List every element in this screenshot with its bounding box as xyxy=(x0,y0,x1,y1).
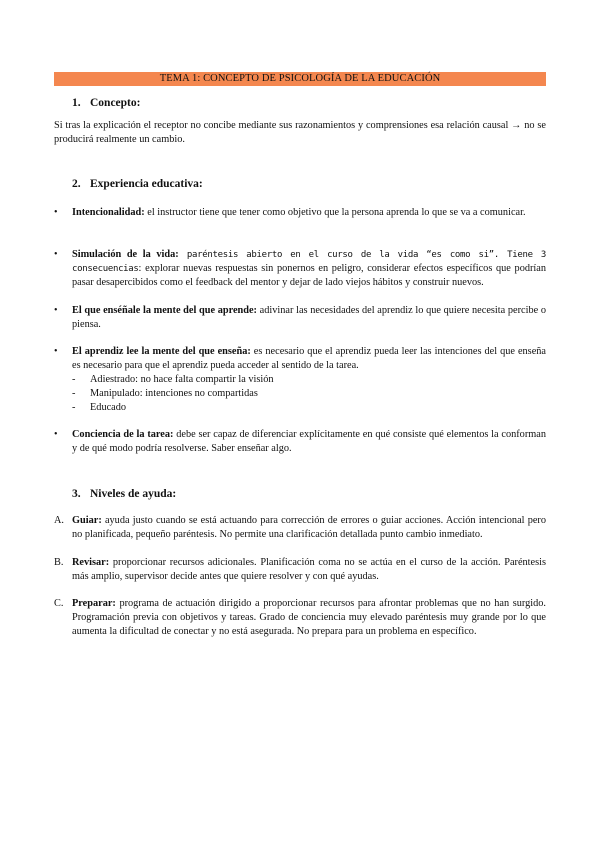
section-1-title: Concepto: xyxy=(90,97,141,109)
item-term: Revisar: xyxy=(72,557,110,568)
bullet: • xyxy=(54,305,58,316)
lettered-item xyxy=(54,597,546,639)
topic-banner: TEMA 1: CONCEPTO DE PSICOLOGÍA DE LA EDUCACIÓN xyxy=(54,72,546,86)
item-text: programa de actuación dirigido a proporcionar recursos para afrontar problemas que no han surgido. Programación previa con objetivos y tareas. Grado de conciencia muy elevado paréntesis muy grande por lo que aumenta la dificultad de conectar y no está asegurada. No prepara para un problema en específico. xyxy=(72,598,546,637)
section-1-number: 1. xyxy=(72,97,81,109)
item-term: Preparar: xyxy=(72,598,116,609)
sub-item-text: Adiestrado: no hace falta compartir la visión xyxy=(90,374,274,385)
list-item xyxy=(54,206,546,220)
item-letter: A. xyxy=(54,515,65,526)
section-3-heading xyxy=(72,487,176,501)
section-2-heading xyxy=(72,177,203,191)
sub-item-text: Manipulado: intenciones no compartidas xyxy=(90,388,258,399)
item-text: el instructor tiene que tener como objetivo que la persona aprenda lo que se va a comunicar. xyxy=(144,207,526,218)
sub-list-item xyxy=(72,401,126,415)
lettered-item xyxy=(54,556,546,584)
section-1-heading xyxy=(72,96,140,110)
list-item xyxy=(54,345,546,373)
bullet: • xyxy=(54,249,58,260)
item-text: adivinar las necesidades del aprendiz lo que quiere necesita percibe o piensa. xyxy=(72,305,546,330)
sub-list-item xyxy=(72,387,258,401)
list-item xyxy=(54,248,546,290)
item-term: El que enséñale la mente del que aprende: xyxy=(72,305,257,316)
item-text: es necesario que el aprendiz pueda leer las intenciones del que enseña es necesario para que el aprendiz pueda acceder al sentido de la tarea. xyxy=(72,346,546,371)
item-term: Guiar: xyxy=(72,515,102,526)
section-2-number: 2. xyxy=(72,178,81,190)
sub-item-text: Educado xyxy=(90,402,127,413)
item-text: : explorar nuevas respuestas sin ponernos en peligro, considerar efectos específicos que podrían pasar desapercibidos como el feedback del mentor y dejar de lado viejos hábitos y construir nuevos. xyxy=(72,263,546,288)
item-letter: C. xyxy=(54,598,64,609)
bullet: • xyxy=(54,429,58,440)
handwritten-text: paréntesis abierto en el curso de la vida “es como si”. Tiene 3 consecuencias xyxy=(72,250,546,274)
item-text: ayuda justo cuando se está actuando para corrección de errores o guiar acciones. Acción intencional pero no planificada, pequeño paréntesis. No permite una clarificación detallada punto cambio inmediato. xyxy=(72,515,546,540)
section-3-number: 3. xyxy=(72,488,81,500)
section-1-text: Si tras la explicación el receptor no concibe mediante sus razonamientos y comprensiones esa relación causal → no se producirá realmente un cambio. xyxy=(54,120,546,145)
dash: - xyxy=(72,388,76,399)
lettered-item xyxy=(54,514,546,542)
item-text: proporcionar recursos adicionales. Planificación coma no se actúa en el curso de la acción. Paréntesis más amplio, supervisor decide antes que quiere resolver y con qué ayudas. xyxy=(72,557,546,582)
item-letter: B. xyxy=(54,557,64,568)
item-text: debe ser capaz de diferenciar explícitamente en qué consiste qué elementos la conforman y de qué modo podría resolverse. Saber enseñar algo. xyxy=(72,429,546,454)
item-term: Conciencia de la tarea: xyxy=(72,429,174,440)
item-term: El aprendiz lee la mente del que enseña: xyxy=(72,346,251,357)
dash: - xyxy=(72,402,76,413)
sub-list-item xyxy=(72,373,274,387)
item-term: Intencionalidad: xyxy=(72,207,145,218)
bullet: • xyxy=(54,207,58,218)
dash: - xyxy=(72,374,76,385)
list-item xyxy=(54,304,546,332)
list-item xyxy=(54,428,546,456)
item-term: Simulación de la vida: xyxy=(72,249,179,260)
bullet: • xyxy=(54,346,58,357)
section-2-title: Experiencia educativa: xyxy=(90,178,203,190)
section-3-title: Niveles de ayuda: xyxy=(90,488,177,500)
